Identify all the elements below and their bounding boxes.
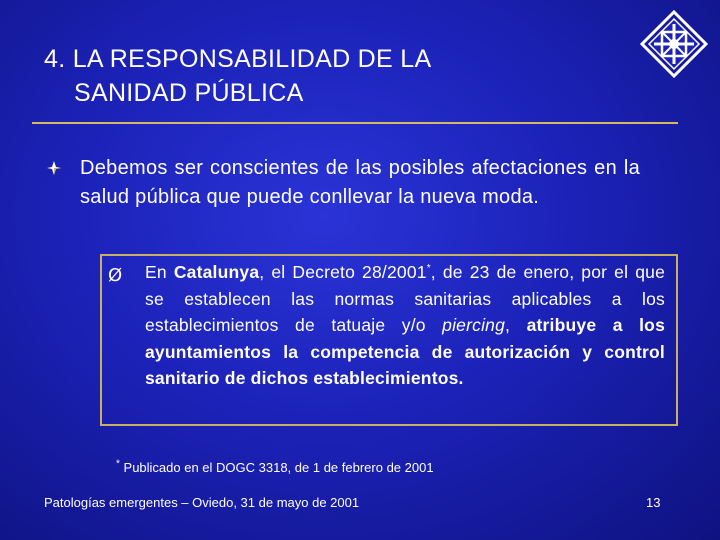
- box-text-part-6: ,: [505, 315, 527, 335]
- box-text-piercing: piercing: [442, 315, 506, 335]
- title-line-1: 4. LA RESPONSABILIDAD DE LA: [44, 45, 432, 73]
- title-divider: [32, 122, 678, 124]
- box-footnote-marker: *: [426, 263, 431, 275]
- box-text-part-1: En: [145, 262, 174, 282]
- arrow-bullet-icon: Ø: [108, 265, 123, 286]
- box-text-bold-clause: atribuye a los ayuntamientos la competencia de autorización y control sanitario de dichos establecimientos.: [145, 315, 666, 388]
- title-line-2: SANIDAD PÚBLICA: [74, 79, 304, 107]
- main-bullet-text: Debemos ser conscientes de las posibles afectaciones en la salud pública que puede conllevar la nueva moda.: [80, 157, 640, 208]
- box-text-catalunya: Catalunya: [173, 262, 260, 282]
- emblem-logo-icon: [640, 10, 708, 78]
- footer-text: Patologías emergentes – Oviedo, 31 de mayo de 2001: [44, 495, 360, 510]
- box-text: [145, 259, 665, 392]
- page-number: 13: [646, 495, 661, 510]
- footnote-marker: *: [116, 458, 120, 470]
- slide-title: [44, 42, 604, 110]
- box-text-part-4: , de 23 de enero, por el que se establecen las normas sanitarias aplicables a los establecimientos de tatuaje y/o: [145, 262, 666, 335]
- box-text-part-3: , el Decreto 28/2001: [259, 262, 427, 282]
- footnote-text: Publicado en el DOGC 3318, de 1 de febrero de 2001: [119, 460, 434, 475]
- sparkle-bullet-icon: [46, 160, 62, 176]
- footnote: [116, 460, 434, 475]
